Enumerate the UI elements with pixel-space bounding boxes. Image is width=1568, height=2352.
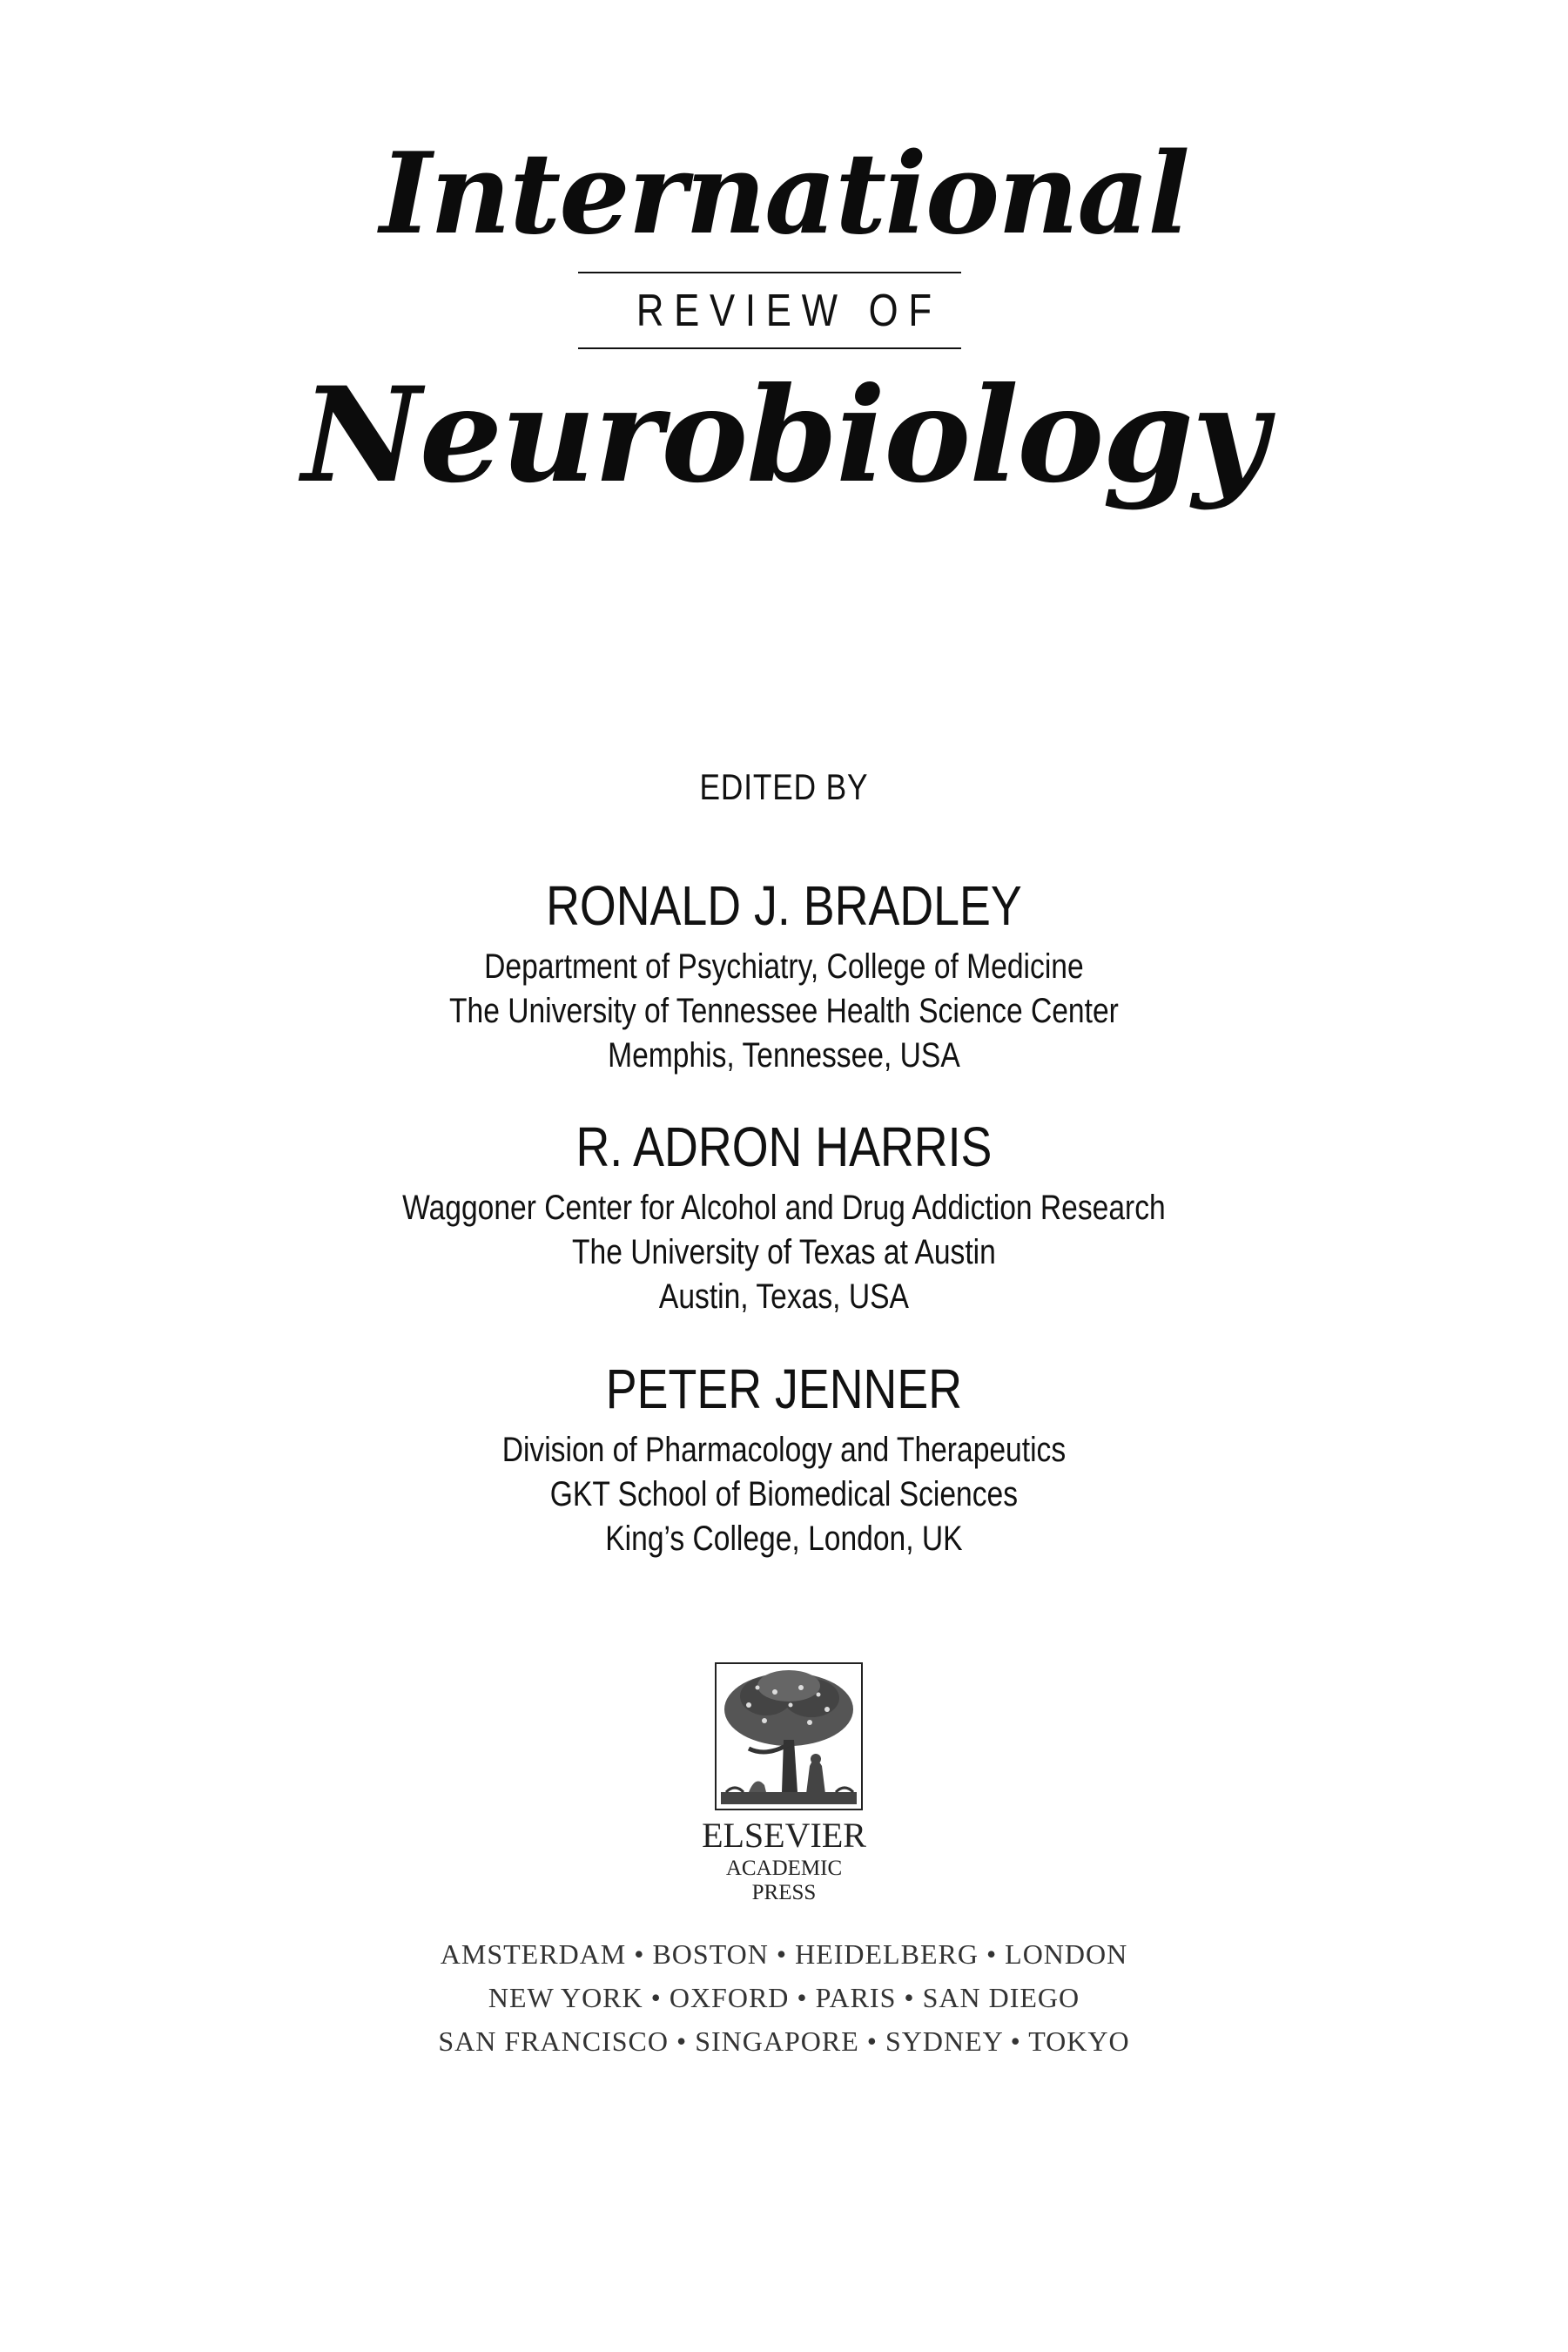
title-rule-bottom bbox=[578, 347, 961, 349]
editor-affiliation-line: GKT School of Biomedical Sciences bbox=[549, 1475, 1019, 1513]
publisher-cities-line: NEW YORK • OXFORD • PARIS • SAN DIEGO bbox=[488, 1982, 1080, 2013]
publisher-sub-academic: ACADEMIC bbox=[725, 1857, 843, 1880]
editor-affiliation-line: The University of Tennessee Health Science Center bbox=[448, 992, 1119, 1030]
publisher-name: ELSEVIER bbox=[702, 1816, 866, 1855]
editor-affiliation-line: King’s College, London, UK bbox=[605, 1520, 963, 1558]
title-review-of: REVIEW OF bbox=[636, 286, 942, 336]
title-international: International bbox=[380, 129, 1188, 259]
publisher-sub-press: PRESS bbox=[751, 1881, 817, 1904]
elsevier-tree-logo-icon bbox=[714, 1661, 864, 1811]
editor-name: R. ADRON HARRIS bbox=[575, 1115, 993, 1178]
editor-affiliation-line: Waggoner Center for Alcohol and Drug Addiction Research bbox=[402, 1189, 1166, 1227]
edited-by-label: EDITED BY bbox=[699, 766, 869, 807]
editor-affiliation-line: Memphis, Tennessee, USA bbox=[608, 1036, 960, 1075]
editor-name: PETER JENNER bbox=[605, 1358, 963, 1420]
publisher-cities-line: SAN FRANCISCO • SINGAPORE • SYDNEY • TOKYO bbox=[438, 2025, 1130, 2057]
title-neurobiology: Neurobiology bbox=[301, 359, 1267, 512]
editor-affiliation-line: The University of Texas at Austin bbox=[572, 1233, 996, 1271]
title-rule-top bbox=[578, 272, 961, 273]
editor-affiliation-line: Department of Psychiatry, College of Medicine bbox=[484, 947, 1084, 986]
editor-affiliation-line: Austin, Texas, USA bbox=[658, 1277, 909, 1316]
editor-name: RONALD J. BRADLEY bbox=[546, 874, 1022, 937]
publisher-cities-line: AMSTERDAM • BOSTON • HEIDELBERG • LONDON bbox=[440, 1938, 1128, 1970]
editor-affiliation-line: Division of Pharmacology and Therapeutics bbox=[501, 1431, 1067, 1469]
